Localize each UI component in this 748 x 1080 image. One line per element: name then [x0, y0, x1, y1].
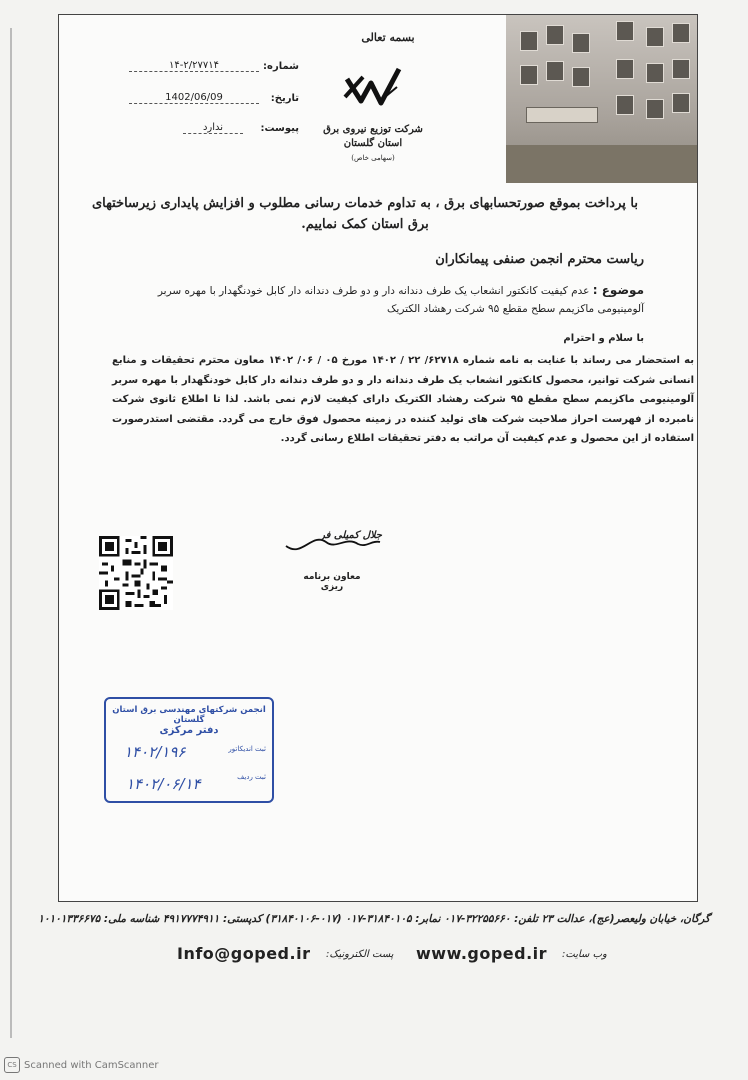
qr-code-icon: [99, 536, 173, 610]
letter-number-value: ۱۴-۲/۲۷۷۱۴: [129, 60, 259, 72]
footer-email-label: پست الکترونیک:: [326, 949, 394, 960]
subject-text: عدم کیفیت کانکتور انشعاب یک طرف دندانه دار و دو طرف دندانه دار کابل خودنگهدار با مهره سربر آلومینیومی ماکزیمم سطح مقطع ۹۵ شرکت رهشاد الکتریک: [157, 285, 644, 315]
subject-label: موضوع :: [592, 283, 644, 297]
greeting: با سلام و احترام: [563, 333, 644, 344]
company-name: شرکت توزیع نیروی برق: [323, 124, 423, 135]
letter-date-value: 1402/06/09: [129, 92, 259, 104]
stamp-org: انجمن شرکتهای مهندسی برق استان گلستان: [112, 705, 266, 725]
stamp-date-label: ثبت ردیف: [237, 773, 266, 781]
footer-website[interactable]: www.goped.ir: [416, 944, 548, 963]
footer-address: گرگان، خیابان ولیعصر(عج)، عدالت ۲۳ تلفن: ۳۲۲۵۵۶۶۰-۰۱۷ نمابر: ۳۱۸۴۰۱۰۵-۰۱۷ (۰۱۷-۳۱۸۴۰۱۰۶) کدپستی: ۴۹۱۷۷۷۴۹۱۱ شناسه ملی: ۱۰۱۰۱۳۳۶۶۷۵: [38, 913, 710, 925]
camscanner-watermark: [4, 1057, 159, 1073]
letter-sheet: بسمه تعالی شرکت توزیع نیروی برق استان گلستان (سهامی خاص) شماره: ۱۴-۲/۲۷۷۱۴ تاریخ: 1402/06/09 پیوست: ندارد: [58, 14, 698, 902]
building-photo: [506, 15, 698, 183]
company-province: استان گلستان: [343, 138, 403, 149]
recipient: ریاست محترم انجمن صنفی پیمانکاران: [435, 252, 644, 267]
company-logo-icon: [341, 57, 405, 115]
registration-stamp: [104, 697, 274, 803]
company-block: [303, 123, 443, 165]
signature-title: معاون برنامه ریزی: [303, 572, 361, 592]
bismillah: بسمه تعالی: [361, 31, 415, 44]
stamp-indicator-value: ۱۴۰۲/۱۹۶: [124, 743, 186, 761]
stamp-office: دفتر مرکزی: [159, 725, 219, 736]
signature: [282, 528, 382, 558]
letter-attachment-value: ندارد: [183, 122, 243, 134]
campaign-slogan: با پرداخت بموقع صورتحسابهای برق ، به تداوم خدمات رسانی مطلوب و افزایش پایداری زیرساختهای برق استان کمک نماییم.: [92, 196, 638, 232]
letter-body: به استحضار می رساند با عنایت به نامه شماره ۶۲۷۱۸/ ۲۲ / ۱۴۰۲ مورخ ۰۵ / ۰۶/ ۱۴۰۲ معاون محترم تحقیقات و منابع انسانی شرکت توانیر، محصول کانکتور انشعاب یک طرف دندانه دار و دو طرف دندانه دار کابل خودنگهدار با مهره سربر آلومینیومی ماکزیمم سطح مقطع ۹۵ شرکت رهشاد الکتریک دارای کیفیت لازم نمی باشد. لذا تا اطلاع ثانوی شرکت نامبرده از فهرست احراز صلاحیت شرکت های تولید کننده در زمینه محصول فوق خارج می گردد. مقتضی استدرصورت استفاده از این محصول و عدم کیفیت آن مراتب به دفتر تحقیقات اطلاع رسانی گردد.: [112, 355, 695, 444]
footer-website-label: وب سایت:: [562, 949, 607, 960]
company-type: (سهامی خاص): [351, 154, 395, 162]
camscanner-text: Scanned with CamScanner: [24, 1060, 159, 1071]
stamp-indicator-label: ثبت اندیکاتور: [228, 745, 266, 753]
page-edge-line: [10, 28, 12, 1038]
stamp-date-value: ۱۴۰۲/۰۶/۱۴: [126, 775, 201, 793]
signature-name: جلال کمیلی فر: [320, 530, 382, 541]
camscanner-icon: CS: [4, 1057, 20, 1073]
subject-line: [120, 281, 644, 318]
footer-email[interactable]: Info@goped.ir: [177, 944, 311, 963]
